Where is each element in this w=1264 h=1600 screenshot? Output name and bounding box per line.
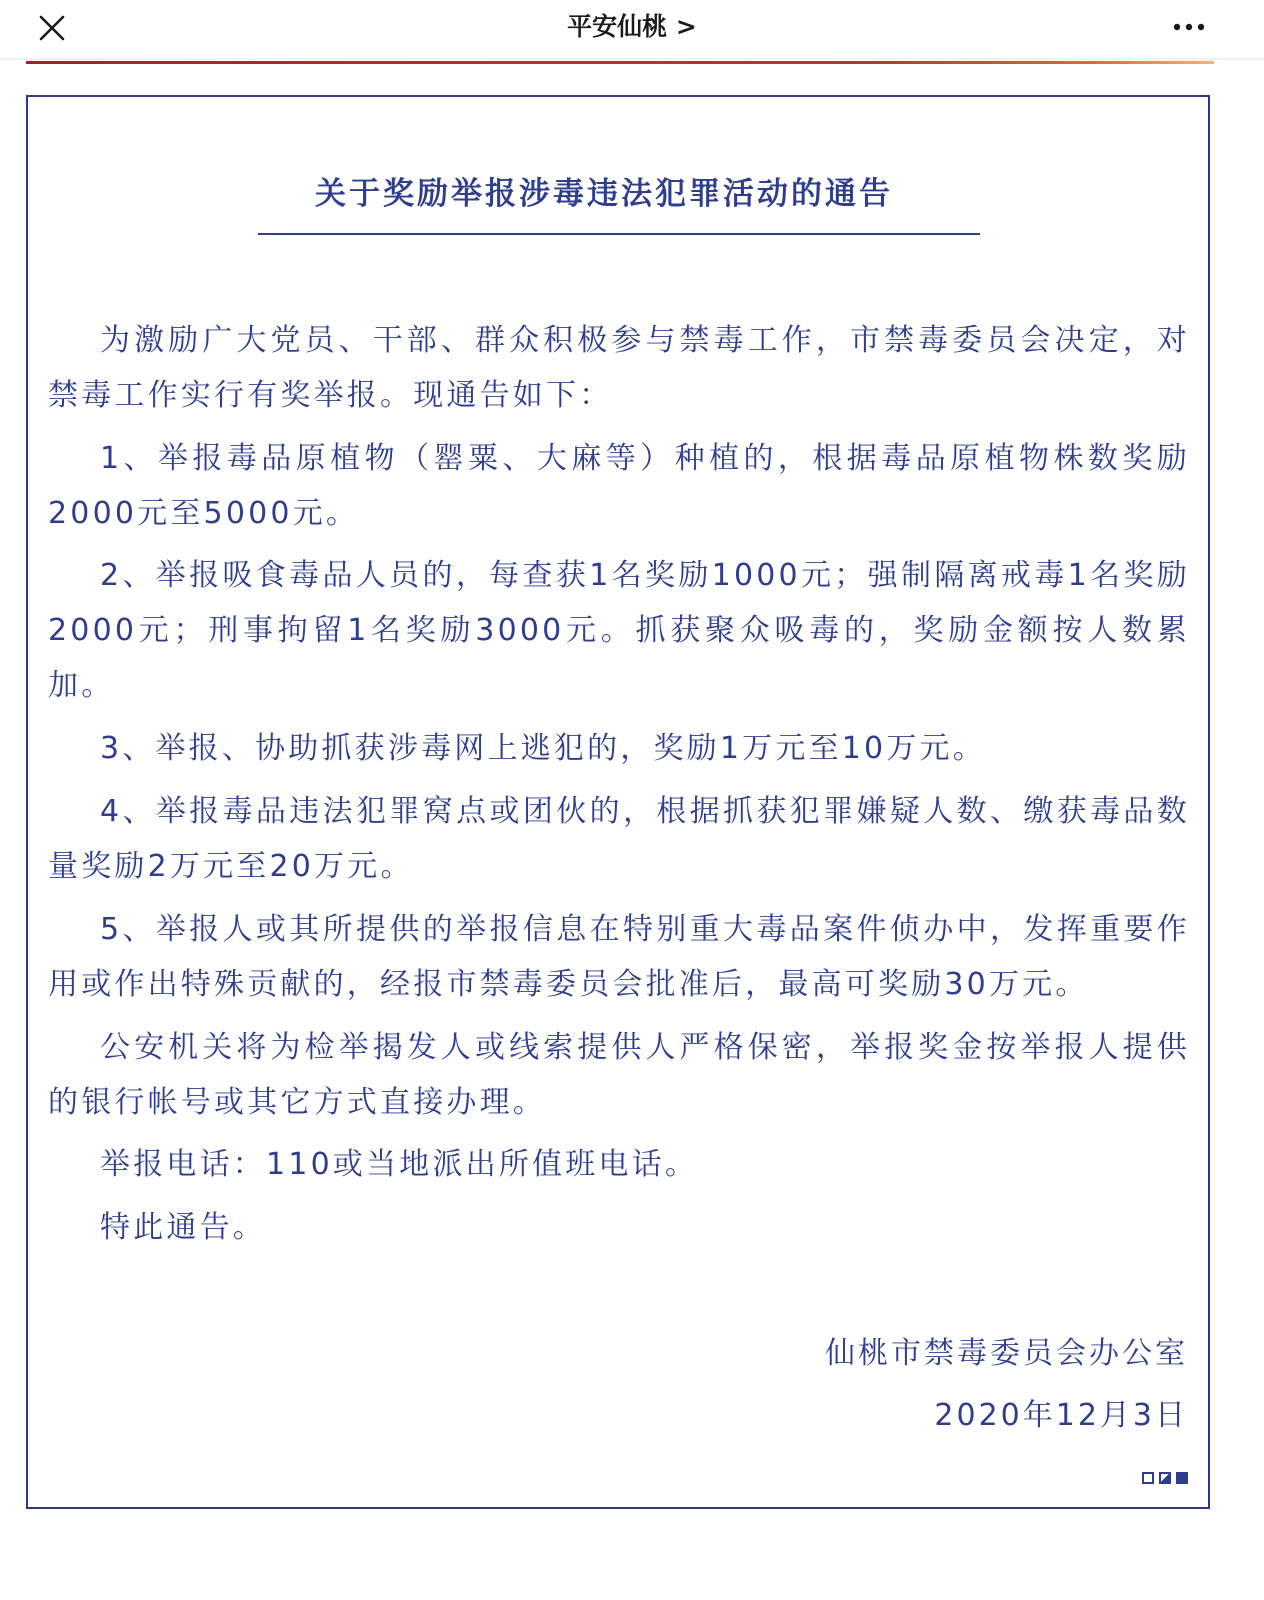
- issuer-signature: 仙桃市禁毒委员会办公室: [825, 1336, 1188, 1371]
- corner-decoration-icon: [1142, 1472, 1192, 1486]
- header-accent-line: [26, 61, 1214, 64]
- navbar-divider: [0, 58, 1264, 60]
- paragraph-intro: 为激励广大党员、干部、群众积极参与禁毒工作，市禁毒委员会决定，对禁毒工作实行有奖举报。现通告如下：: [48, 323, 1190, 413]
- paragraph-confidentiality: 公安机关将为检举揭发人或线索提供人严格保密，举报奖金按举报人提供的银行帐号或其它方式直接办理。: [48, 1030, 1190, 1120]
- notice-title: 关于奖励举报涉毒违法犯罪活动的通告: [315, 176, 893, 212]
- paragraph-closing: 特此通告。: [100, 1210, 266, 1245]
- paragraph-item-3: 3、举报、协助抓获涉毒网上逃犯的，奖励1万元至10万元。: [100, 731, 986, 766]
- top-navigation-bar: [0, 0, 1264, 56]
- more-icon: [1170, 12, 1214, 42]
- account-name-link[interactable]: 平安仙桃 >: [567, 12, 697, 41]
- paragraph-item-2: 2、举报吸食毒品人员的，每查获1名奖励1000元；强制隔离戒毒1名奖励2000元；刑事拘留1名奖励3000元。抓获聚众吸毒的，奖励金额按人数累加。: [48, 558, 1190, 703]
- paragraph-item-4: 4、举报毒品违法犯罪窝点或团伙的，根据抓获犯罪嫌疑人数、缴获毒品数量奖励2万元至20万元。: [48, 794, 1190, 884]
- more-options-button[interactable]: [1170, 12, 1214, 42]
- paragraph-item-1: 1、举报毒品原植物（罂粟、大麻等）种植的，根据毒品原植物株数奖励2000元至5000元。: [48, 441, 1190, 531]
- title-underline: [258, 233, 980, 235]
- issue-date: 2020年12月3日: [934, 1398, 1188, 1433]
- paragraph-item-5: 5、举报人或其所提供的举报信息在特别重大毒品案件侦办中，发挥重要作用或作出特殊贡献的，经报市禁毒委员会批准后，最高可奖励30万元。: [48, 912, 1190, 1002]
- paragraph-hotline: 举报电话：110或当地派出所值班电话。: [100, 1147, 699, 1182]
